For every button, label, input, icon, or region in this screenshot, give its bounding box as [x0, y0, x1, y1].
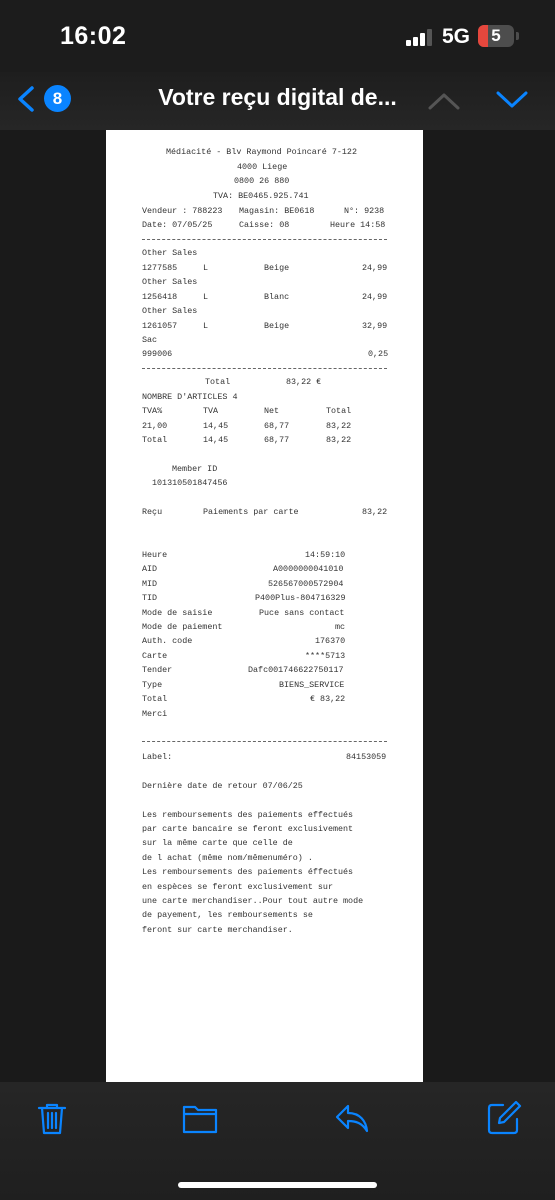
battery-icon — [478, 25, 514, 47]
receipt-line: BIENS_SERVICE — [279, 680, 345, 690]
receipt-line: 32,99 — [362, 321, 388, 331]
receipt-line: 101310501847456 — [152, 478, 228, 488]
receipt-line: Other Sales — [142, 248, 198, 258]
receipt-line: 4000 Liege — [237, 162, 288, 172]
receipt-line: MID — [142, 579, 158, 589]
receipt-line: feront sur carte merchandiser. — [142, 925, 293, 935]
receipt-line: 68,77 — [264, 435, 290, 445]
receipt-line: 14:59:10 — [305, 550, 346, 560]
receipt-line: Beige — [264, 263, 290, 273]
receipt-line: € 83,22 — [310, 694, 346, 704]
receipt-line: A0000000041010 — [273, 564, 344, 574]
battery-level: 5 — [491, 26, 501, 45]
attachment-viewer[interactable] — [0, 130, 555, 1082]
receipt-line: Net — [264, 406, 280, 416]
receipt-line: P400Plus-804716329 — [255, 593, 346, 603]
receipt-page — [106, 130, 423, 1082]
receipt-line: 21,00 — [142, 421, 168, 431]
receipt-line: Sac — [142, 335, 158, 345]
battery-tip — [516, 32, 519, 40]
receipt-line: L — [203, 292, 209, 302]
receipt-line: AID — [142, 564, 158, 574]
receipt-line: Heure 14:58 — [330, 220, 386, 230]
receipt-line: en espèces se feront exclusivement sur — [142, 882, 333, 892]
receipt-line: Les remboursements des paiements éffectués — [142, 867, 354, 877]
receipt-line: Médiacité - Blv Raymond Poincaré 7-122 — [166, 147, 357, 157]
receipt-line: Blanc — [264, 292, 290, 302]
receipt-separator — [142, 239, 387, 240]
receipt-line: Total — [326, 406, 352, 416]
status-bar — [0, 0, 555, 72]
receipt-line: Label: — [142, 752, 173, 762]
unread-count-badge[interactable]: 8 — [44, 85, 71, 112]
network-type: 5G — [442, 25, 471, 48]
receipt-separator — [142, 741, 387, 742]
receipt-line: 24,99 — [362, 292, 388, 302]
receipt-line: 1261057 — [142, 321, 178, 331]
cellular-signal-icon — [406, 28, 434, 46]
receipt-line: Mode de paiement — [142, 622, 223, 632]
receipt-line: TID — [142, 593, 158, 603]
back-chevron-icon[interactable] — [10, 82, 44, 116]
nav-bar — [0, 72, 555, 130]
receipt-line: mc — [335, 622, 346, 632]
receipt-line: N°: 9238 — [344, 206, 385, 216]
trash-icon[interactable] — [34, 1100, 70, 1136]
receipt-line: Merci — [142, 709, 168, 719]
receipt-line: Total — [142, 435, 168, 445]
receipt-line: 83,22 — [326, 421, 352, 431]
receipt-line: 0,25 — [368, 349, 389, 359]
receipt-line: L — [203, 321, 209, 331]
previous-message-icon[interactable] — [426, 86, 462, 114]
receipt-line: 83,22 — [362, 507, 388, 517]
receipt-line: 83,22 € — [286, 377, 322, 387]
receipt-line: une carte merchandiser..Pour tout autre mode — [142, 896, 364, 906]
receipt-line: L — [203, 263, 209, 273]
receipt-line: Heure — [142, 550, 168, 560]
receipt-line: 1256418 — [142, 292, 178, 302]
receipt-line: sur la même carte que celle de — [142, 838, 293, 848]
receipt-line: Magasin: BE0618 — [239, 206, 315, 216]
receipt-line: Tender — [142, 665, 173, 675]
receipt-line: 176370 — [315, 636, 346, 646]
receipt-line: 999006 — [142, 349, 173, 359]
receipt-line: Date: 07/05/25 — [142, 220, 213, 230]
receipt-line: Les remboursements des paiements effectués — [142, 810, 354, 820]
receipt-line: Total — [142, 694, 168, 704]
receipt-line: 14,45 — [203, 421, 229, 431]
reply-icon[interactable] — [334, 1100, 370, 1136]
receipt-line: Carte — [142, 651, 168, 661]
receipt-line: 68,77 — [264, 421, 290, 431]
receipt-line: Other Sales — [142, 306, 198, 316]
receipt-line: Beige — [264, 321, 290, 331]
receipt-line: par carte bancaire se feront exclusivement — [142, 824, 354, 834]
receipt-line: Dafc001746622750117 — [248, 665, 344, 675]
receipt-line: TVA — [203, 406, 219, 416]
receipt-line: 84153059 — [346, 752, 387, 762]
receipt-line: Other Sales — [142, 277, 198, 287]
receipt-line: Type — [142, 680, 163, 690]
receipt-line: 83,22 — [326, 435, 352, 445]
message-title: Votre reçu digital de... — [158, 84, 397, 110]
home-indicator[interactable] — [178, 1182, 377, 1188]
folder-icon[interactable] — [182, 1100, 218, 1136]
receipt-line: Paiements par carte — [203, 507, 299, 517]
receipt-line: Member ID — [172, 464, 218, 474]
clock: 16:02 — [60, 22, 127, 50]
receipt-content — [106, 130, 423, 1082]
receipt-line: Vendeur : 788223 — [142, 206, 223, 216]
receipt-line: ****5713 — [305, 651, 346, 661]
receipt-line: Reçu — [142, 507, 163, 517]
receipt-line: Puce sans contact — [259, 608, 345, 618]
receipt-line: Mode de saisie — [142, 608, 213, 618]
next-message-icon[interactable] — [494, 86, 530, 114]
receipt-line: TVA% — [142, 406, 163, 416]
compose-icon[interactable] — [486, 1100, 522, 1136]
receipt-line: Total — [205, 377, 231, 387]
receipt-line: TVA: BE0465.925.741 — [213, 191, 309, 201]
receipt-line: 14,45 — [203, 435, 229, 445]
receipt-line: de l achat (même nom/mêmenuméro) . — [142, 853, 313, 863]
receipt-line: 1277585 — [142, 263, 178, 273]
receipt-line: Caisse: 08 — [239, 220, 290, 230]
receipt-line: NOMBRE D'ARTICLES 4 — [142, 392, 238, 402]
receipt-line: 24,99 — [362, 263, 388, 273]
receipt-line: Auth. code — [142, 636, 193, 646]
receipt-line: Dernière date de retour 07/06/25 — [142, 781, 303, 791]
receipt-line: 526567000572904 — [268, 579, 344, 589]
receipt-line: de payement, les remboursements se — [142, 910, 313, 920]
receipt-separator — [142, 368, 387, 369]
receipt-line: 0800 26 880 — [234, 176, 290, 186]
